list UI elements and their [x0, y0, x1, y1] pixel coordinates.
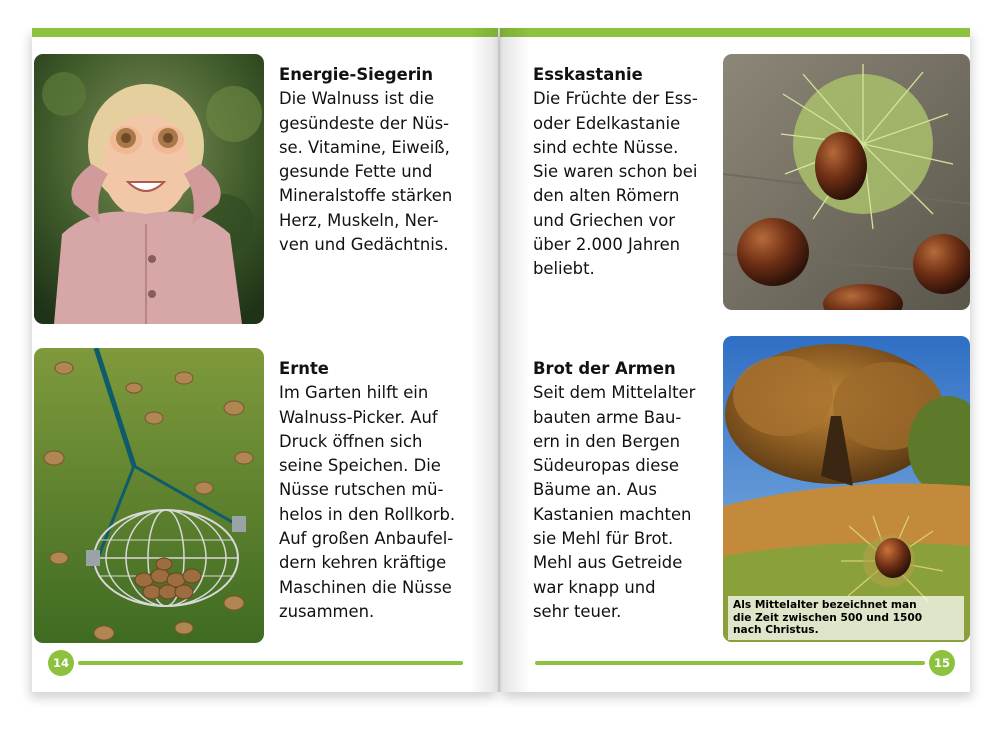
- text-line: Seit dem Mittelalter: [533, 383, 696, 403]
- text-line: helos in den Rollkorb.: [279, 504, 456, 524]
- text-line: ern in den Bergen: [533, 431, 681, 451]
- text-line: oder Edelkastanie: [533, 113, 681, 133]
- text-line: den alten Römern: [533, 186, 680, 206]
- section-heading: Brot der Armen: [533, 359, 676, 378]
- text-line: zusammen.: [279, 601, 375, 621]
- text-line: sie Mehl für Brot.: [533, 529, 674, 549]
- text-line: gesunde Fette und: [279, 162, 433, 182]
- section-heading: Esskastanie: [533, 65, 643, 84]
- section-heading: Ernte: [279, 359, 329, 378]
- text-line: Druck öffnen sich: [279, 431, 423, 451]
- right-top-band: [500, 28, 970, 37]
- girl-with-walnuts-photo: [34, 54, 264, 324]
- footer-line-right: [535, 661, 925, 665]
- caption-line: Als Mittelalter bezeichnet man: [733, 599, 917, 611]
- text-line: Nüsse rutschen mü-: [279, 480, 444, 500]
- left-top-band: [32, 28, 498, 37]
- text-line: beliebt.: [533, 259, 595, 279]
- text-line: Maschinen die Nüsse: [279, 577, 452, 597]
- text-line: sehr teuer.: [533, 601, 622, 621]
- page-number-left: 14: [48, 650, 74, 676]
- text-line: Mineralstoffe stärken: [279, 186, 453, 206]
- text-line: ven und Gedächtnis.: [279, 235, 449, 255]
- page-number-right: 15: [929, 650, 955, 676]
- text-line: Auf großen Anbaufel-: [279, 529, 454, 549]
- text-line: Bäume an. Aus: [533, 480, 657, 500]
- text-line: bauten arme Bau-: [533, 407, 682, 427]
- text-line: Herz, Muskeln, Ner-: [279, 210, 439, 230]
- ernte-text: [279, 357, 474, 624]
- text-line: Im Garten hilft ein: [279, 383, 429, 403]
- photo-caption: [728, 596, 964, 640]
- footer-line-left: [78, 661, 463, 665]
- esskastanie-text: [533, 63, 718, 282]
- text-line: war knapp und: [533, 577, 656, 597]
- text-line: se. Vitamine, Eiweiß,: [279, 137, 450, 157]
- walnut-picker-photo: [34, 348, 264, 643]
- text-line: Walnuss-Picker. Auf: [279, 407, 438, 427]
- text-line: Sie waren schon bei: [533, 162, 698, 182]
- text-line: Die Früchte der Ess-: [533, 89, 698, 109]
- energie-siegerin-text: [279, 63, 469, 257]
- text-line: Kastanien machten: [533, 504, 692, 524]
- text-line: seine Speichen. Die: [279, 456, 441, 476]
- brot-der-armen-text: [533, 357, 723, 624]
- section-heading: Energie-Siegerin: [279, 65, 434, 84]
- text-line: Mehl aus Getreide: [533, 553, 683, 573]
- caption-line: die Zeit zwischen 500 und 1500: [733, 611, 923, 624]
- text-line: sind echte Nüsse.: [533, 137, 679, 157]
- caption-line: nach Christus.: [733, 624, 819, 637]
- chestnuts-photo: [723, 54, 970, 310]
- text-line: und Griechen vor: [533, 210, 676, 230]
- text-line: dern kehren kräftige: [279, 553, 447, 573]
- text-line: Südeuropas diese: [533, 456, 679, 476]
- text-line: gesündeste der Nüs-: [279, 113, 450, 133]
- text-line: Die Walnuss ist die: [279, 89, 435, 109]
- text-line: über 2.000 Jahren: [533, 235, 681, 255]
